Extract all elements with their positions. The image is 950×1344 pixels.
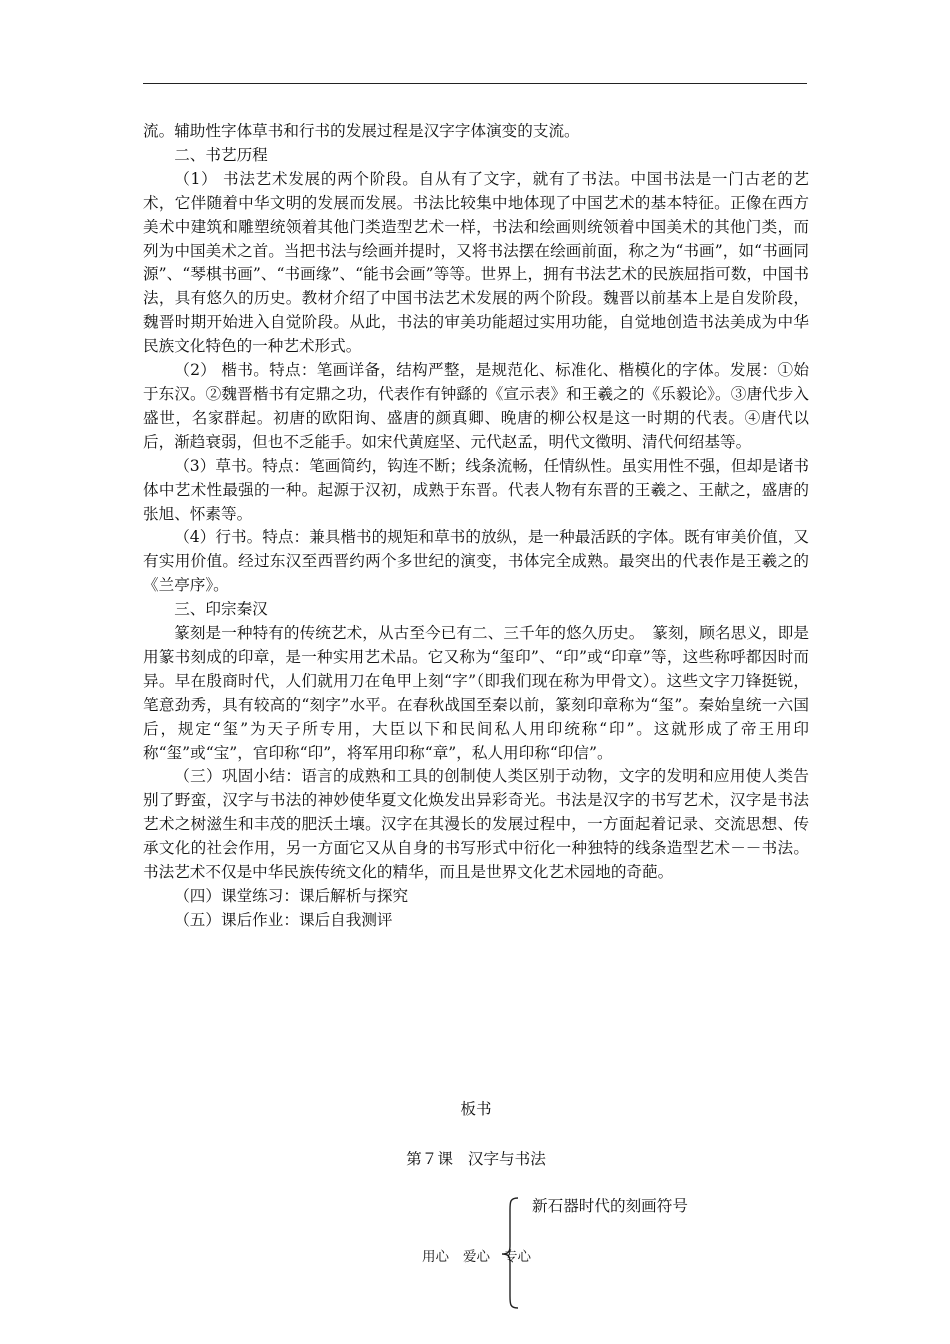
paragraph-continuation: 流。辅助性字体草书和行书的发展过程是汉字字体演变的支流。 (143, 122, 580, 140)
paragraph-homework: （五）课后作业：课后自我测评 (174, 910, 393, 929)
paragraph-caoshu: （3）草书。特点：笔画简约，钩连不断；线条流畅，任情纵性。虽实用性不强，但却是诸书体中艺术性最强的一种。起源于汉初，成熟于东晋。代表人物有东晋的王羲之、王献之，盛唐的张旭、怀素等。 (143, 456, 809, 523)
lesson-name: 汉字与书法 (467, 1150, 546, 1168)
section-heading-2: 二、书艺历程 (174, 145, 268, 164)
page-footer (422, 1247, 545, 1267)
footer-word-2: 爱心 (463, 1249, 490, 1265)
paragraph-summary: （三）巩固小结：语言的成熟和工具的创制使人类区别于动物，文字的发明和应用使人类告别了野蛮，汉字与书法的神妙使华夏文化焕发出异彩奇光。书法是汉字的书写艺术，汉字是书法艺术之树滋生和丰茂的肥沃土壤。汉字在其漫长的发展过程中，一方面起着记录、交流思想、传承文化的社会作用，另一方面它又从自身的书写形式中衍化一种独特的线条造型艺术－－书法。书法艺术不仅是中华民族传统文化的精华，而且是世界文化艺术园地的奇葩。 (143, 767, 809, 882)
paragraph-xingshu: （4）行书。特点：兼具楷书的规矩和草书的放纵，是一种最活跃的字体。既有审美价值，又有实用价值。经过东汉至西晋约两个多世纪的演变，书体完全成熟。最突出的代表作是王羲之的《兰亭序》。 (143, 528, 809, 595)
board-title: 板书 (460, 1100, 492, 1118)
paragraph-practice: （四）课堂练习：课后解析与探究 (174, 887, 409, 905)
lesson-title (143, 1148, 809, 1172)
paragraph-kaishu: （2） 楷书。特点：笔画详备，结构严整，是规范化、标准化、楷模化的字体。发展：①始于东汉。②魏晋楷书有定鼎之功，代表作有钟繇的《宣示表》和王羲之的《乐毅论》。③唐代步入盛世，名家群起。初唐的欧阳询、盛唐的颜真卿、晚唐的柳公权是这一时期的代表。④唐代以后，渐趋衰弱，但也不乏能手。如宋代黄庭坚、元代赵孟，明代文徵明、清代何绍基等。 (143, 361, 809, 451)
paragraph-stages: （1） 书法艺术发展的两个阶段。自从有了文字，就有了书法。中国书法是一门古老的艺术，它伴随着中华文明的发展而发展。书法比较集中地体现了中国艺术的基本特征。正像在西方美术中建筑和雕塑统领着其他门类造型艺术一样，书法和绘画则统领着中国美术的其他门类，而列为中国美术之首。当把书法与绘画并提时，又将书法摆在绘画前面，称之为“书画”，如“书画同源”、“琴棋书画”、“书画缘”、“能书会画”等等。世界上，拥有书法艺术的民族屈指可数，中国书法，具有悠久的历史。教材介绍了中国书法艺术发展的两个阶段。魏晋以前基本上是自发阶段，魏晋时期开始进入自觉阶段。从此，书法的审美功能超过实用功能，自觉地创造书法美成为中华民族文化特色的一种艺术形式。 (143, 169, 809, 356)
board-item-neolithic: 新石器时代的刻画符号 (532, 1197, 688, 1215)
footer-word-1: 用心 (422, 1249, 449, 1265)
lesson-number: 第７课 (406, 1150, 453, 1168)
section-heading-3: 三、印宗秦汉 (174, 600, 268, 619)
header-rule (143, 83, 807, 84)
footer-word-3: 专心 (504, 1249, 531, 1265)
document-body (143, 120, 809, 933)
paragraph-seal-carving: 篆刻是一种特有的传统艺术，从古至今已有二、三千年的悠久历史。 篆刻，顾名思义，即是用篆书刻成的印章，是一种实用艺术品。它又称为“玺印”、“印”或“印章”等，这些称呼都因时而异。早在殷商时代，人们就用刀在龟甲上刻“字”（即我们现在称为甲骨文）。这些文字刀锋挺锐，笔意劲秀，具有较高的“刻字”水平。在春秋战国至秦以前，篆刻印章称为“玺”。秦始皇统一六国后，规定“玺”为天子所专用，大臣以下和民间私人用印统称“印”。这就形成了帝王用印称“玺”或“宝”，官印称“印”，将军用印称“章”，私人用印称“印信”。 (143, 624, 809, 762)
